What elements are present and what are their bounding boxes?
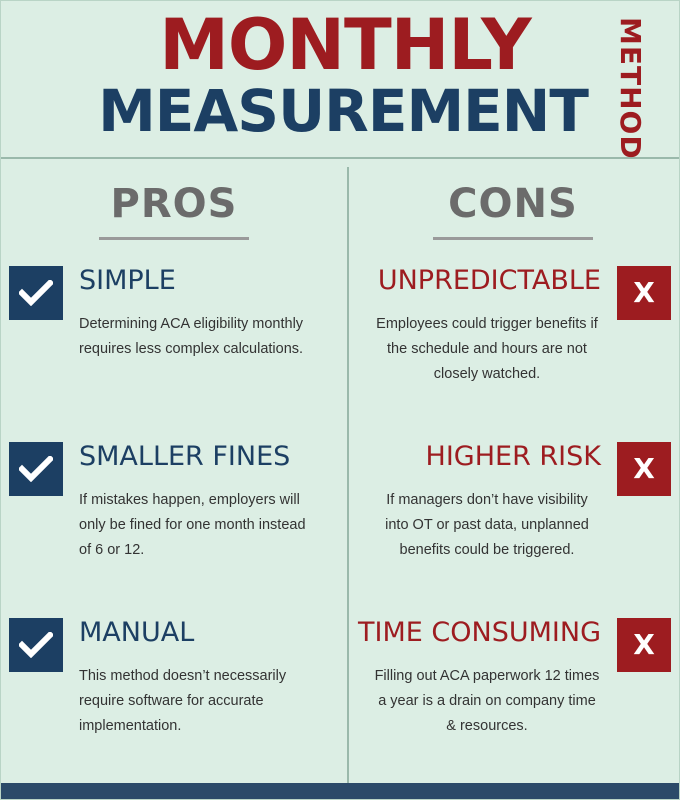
cons-item <box>347 618 679 768</box>
pros-item-title: SMALLER FINES <box>79 441 291 472</box>
pros-item-body: If mistakes happen, employers will only be fined for one month instead of 6 or 12. <box>79 492 306 558</box>
pros-heading: PROS <box>99 181 249 240</box>
pros-item <box>1 442 347 592</box>
header <box>1 1 679 159</box>
columns <box>1 159 679 800</box>
title-line-monthly: MONTHLY <box>159 4 531 86</box>
cons-item-body: If managers don’t have visibility into OT or past data, unplanned benefits could be triggered. <box>385 492 589 558</box>
footer-bar <box>1 783 679 799</box>
x-icon <box>617 442 671 496</box>
title-block <box>1 4 679 145</box>
cons-item <box>347 266 679 416</box>
title-vertical-method <box>609 15 657 160</box>
pros-item <box>1 266 347 416</box>
check-icon <box>9 266 63 320</box>
x-icon-label: X <box>633 452 655 485</box>
cons-item-body: Employees could trigger benefits if the schedule and hours are not closely watched. <box>376 316 598 382</box>
cons-heading: CONS <box>433 181 593 240</box>
cons-item-body: Filling out ACA paperwork 12 times a year is a drain on company time & resources. <box>374 668 600 734</box>
pros-item-title: SIMPLE <box>79 265 176 296</box>
cons-item <box>347 442 679 592</box>
title-vertical-label: METHOD <box>614 17 647 160</box>
x-icon <box>617 266 671 320</box>
title-line-measurement: MEASUREMENT <box>98 77 588 145</box>
column-cons <box>347 159 679 800</box>
column-pros <box>1 159 347 800</box>
check-icon <box>9 442 63 496</box>
x-icon <box>617 618 671 672</box>
x-icon-label: X <box>633 628 655 661</box>
pros-item-body: Determining ACA eligibility monthly requires less complex calculations. <box>79 316 304 357</box>
cons-item-title: UNPREDICTABLE <box>377 265 601 296</box>
pros-item-title: MANUAL <box>79 617 195 648</box>
pros-item <box>1 618 347 768</box>
x-icon-label: X <box>633 276 655 309</box>
cons-item-title: TIME CONSUMING <box>358 617 601 648</box>
cons-item-title: HIGHER RISK <box>425 441 601 472</box>
pros-item-body: This method doesn’t necessarily require software for accurate implementation. <box>79 668 287 734</box>
check-icon <box>9 618 63 672</box>
